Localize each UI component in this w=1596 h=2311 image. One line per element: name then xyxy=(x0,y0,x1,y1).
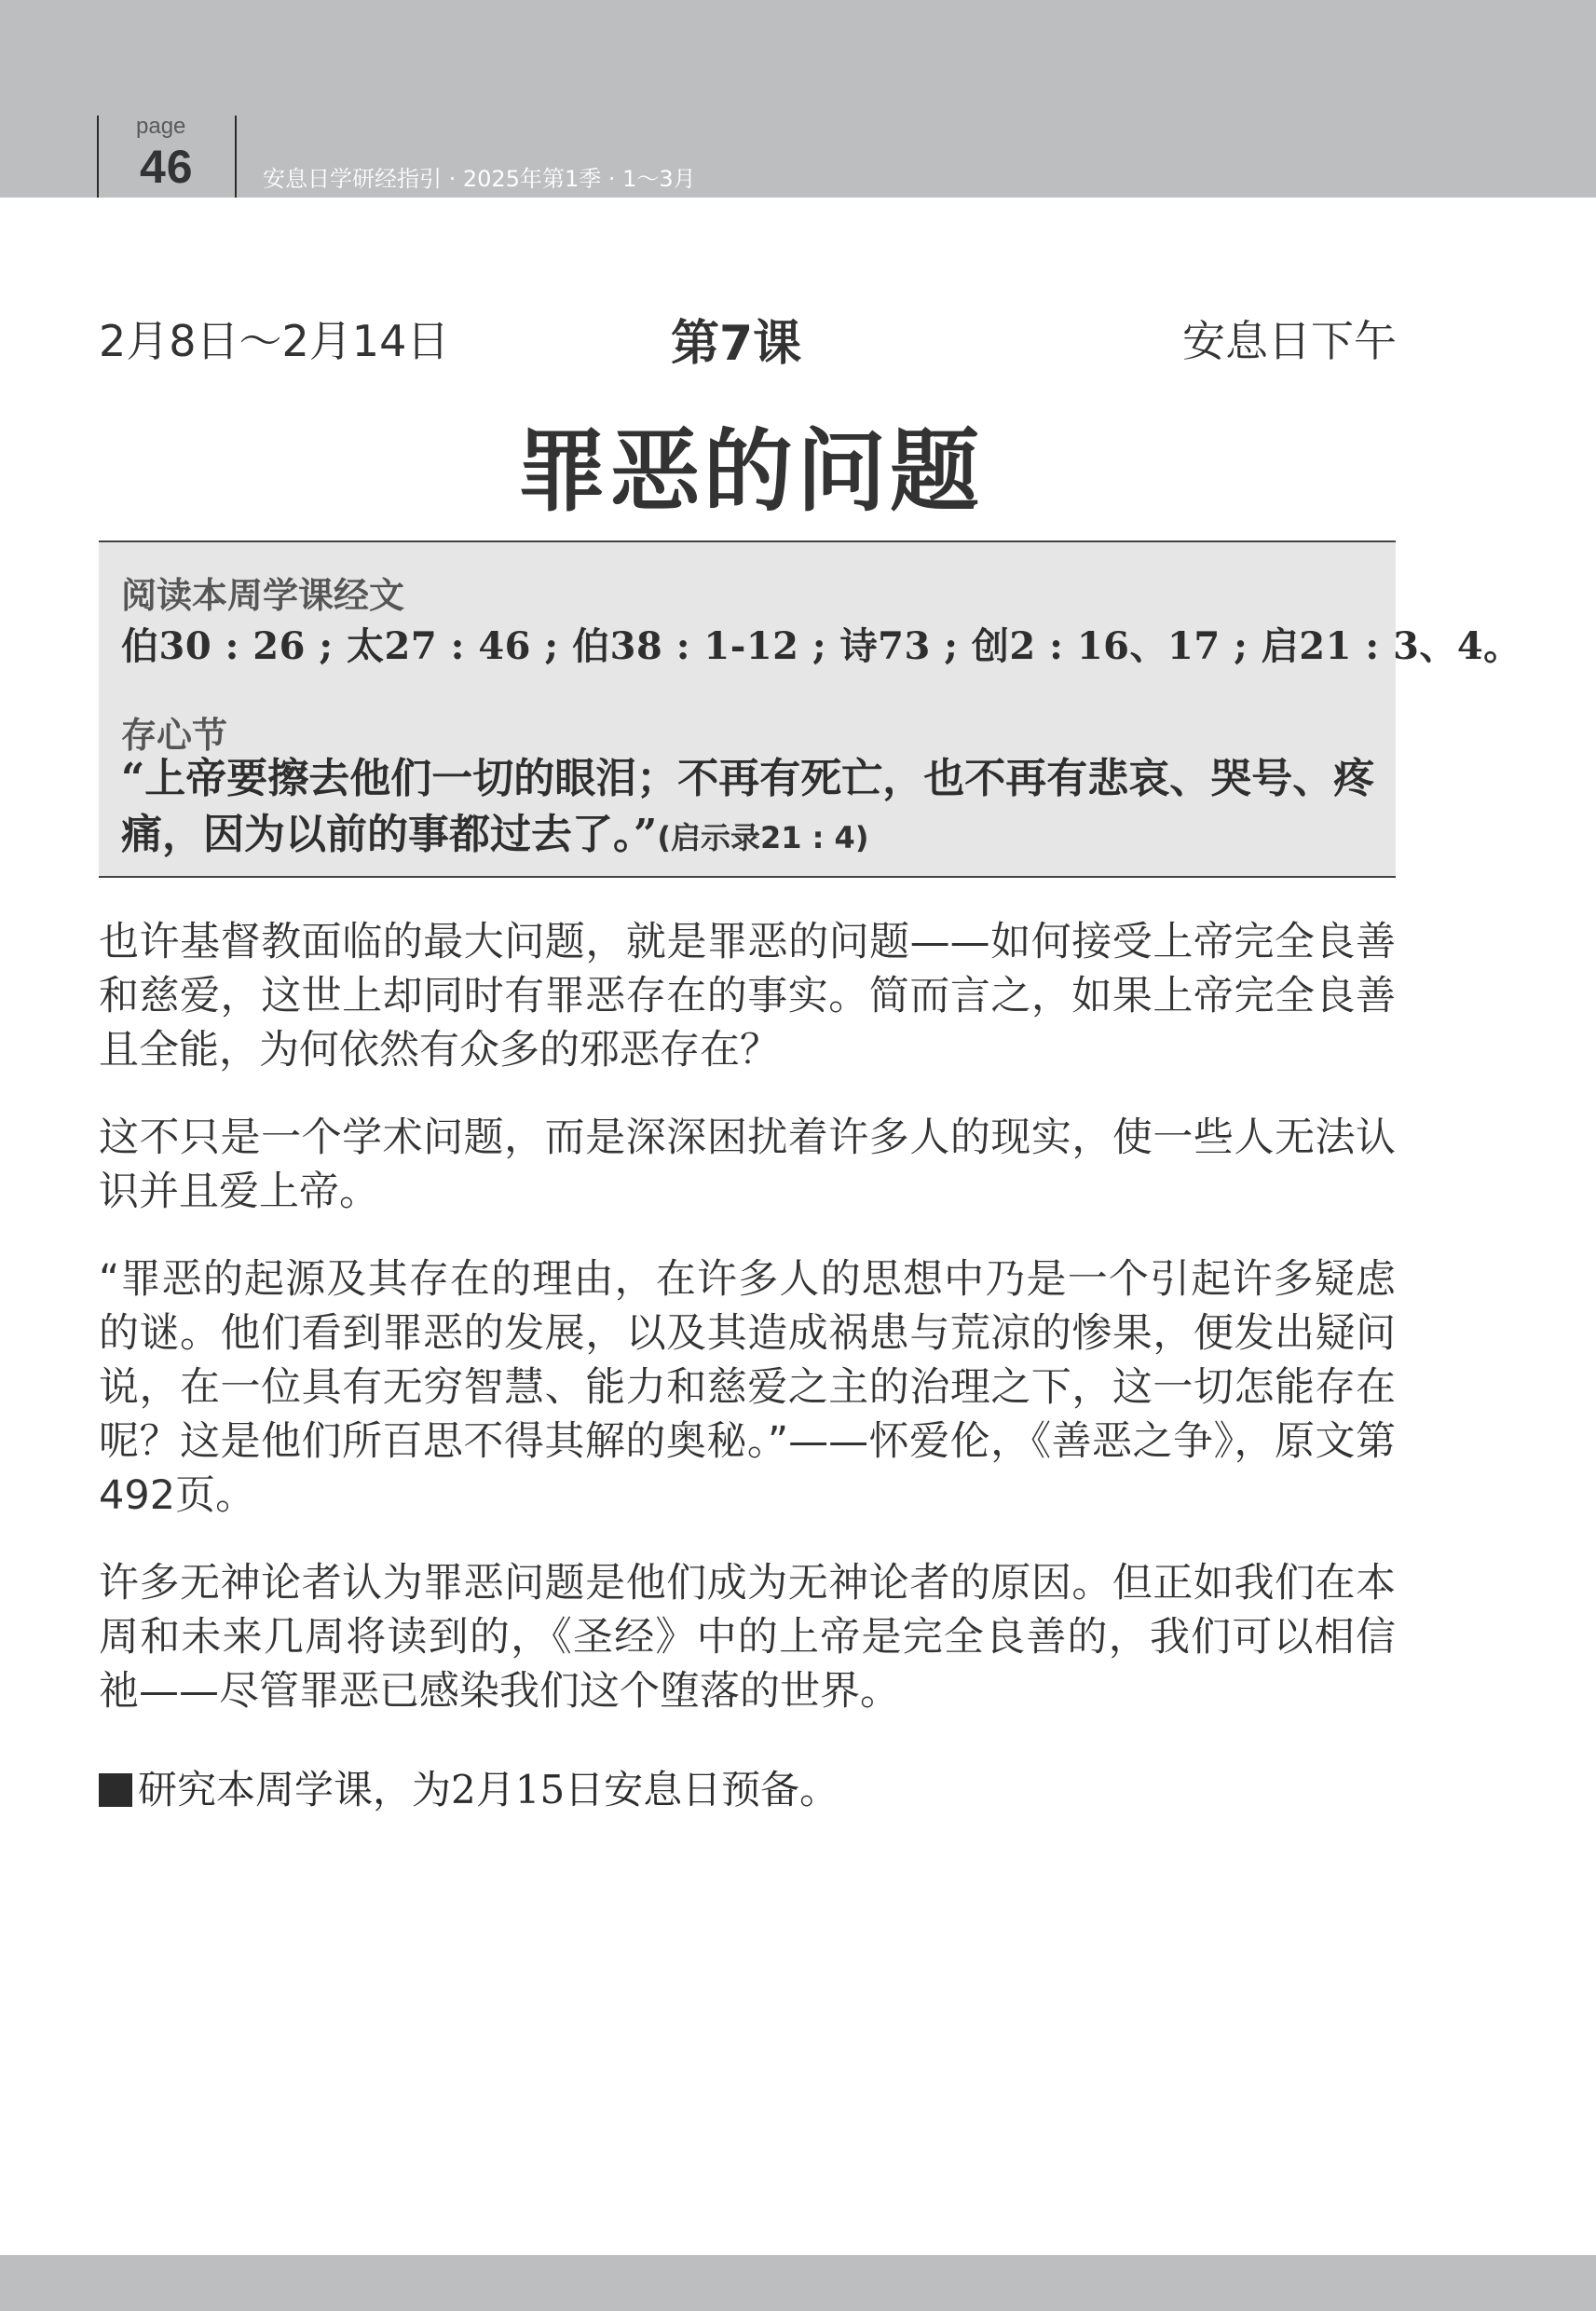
book-title: 安息日学研经指引 · 2025年第1季 · 1～3月 xyxy=(263,166,696,192)
memory-verse-text: “上帝要擦去他们一切的眼泪；不再有死亡，也不再有悲哀、哭号、疼痛，因为以前的事都过去了。” xyxy=(121,755,1375,858)
header-divider-middle xyxy=(235,116,237,198)
lesson-date-range: 2月8日～2月14日 xyxy=(99,316,450,366)
reading-references: 伯30 : 26 ; 太27 : 46 ; 伯38 : 1-12 ; 诗73 ; 创2 : 16、17 ; 启21 : 3、4。 xyxy=(121,624,1521,668)
footer-band xyxy=(0,2255,1596,2311)
paragraph: 这不只是一个学术问题，而是深深困扰着许多人的现实，使一些人无法认识并且爱上帝。 xyxy=(99,1114,1396,1215)
reading-label: 阅读本周学课经文 xyxy=(121,575,405,616)
memory-verse-reference: (启示录21 : 4) xyxy=(657,820,869,855)
header-divider-left xyxy=(97,116,99,198)
page-word: page xyxy=(136,114,186,139)
lesson-title: 罪恶的问题 xyxy=(517,418,983,524)
memory-verse xyxy=(121,751,1379,866)
page-number: 46 xyxy=(140,141,194,193)
paragraph: 许多无神论者认为罪恶问题是他们成为无神论者的原因。但正如我们在本周和未来几周将读到的，《圣经》中的上帝是完全良善的，我们可以相信祂——尽管罪恶已感染我们这个堕落的世界。 xyxy=(99,1560,1396,1715)
lesson-number: 第7课 xyxy=(671,316,802,372)
body-text xyxy=(99,915,1396,1752)
study-note xyxy=(99,1759,839,1815)
header-band xyxy=(0,0,1596,198)
study-note-text: 研究本周学课，为2月15日安息日预备。 xyxy=(138,1767,839,1812)
lesson-time-label: 安息日下午 xyxy=(1182,316,1397,366)
paragraph: “罪恶的起源及其存在的理由，在许多人的思想中乃是一个引起许多疑虑的谜。他们看到罪恶的发展，以及其造成祸患与荒凉的惨果，便发出疑问说，在一位具有无穷智慧、能力和慈爱之主的治理之下，这一切怎能存在呢？这是他们所百思不得其解的奥秘。”——怀爱伦，《善恶之争》，原文第492页。 xyxy=(99,1256,1396,1519)
reading-box xyxy=(99,540,1521,878)
square-bullet-icon xyxy=(99,1773,132,1807)
paragraph: 也许基督教面临的最大问题，就是罪恶的问题——如何接受上帝完全良善和慈爱，这世上却同时有罪恶存在的事实。简而言之，如果上帝完全良善且全能，为何依然有众多的邪恶存在？ xyxy=(99,919,1396,1073)
memory-verse-label: 存心节 xyxy=(121,715,228,756)
